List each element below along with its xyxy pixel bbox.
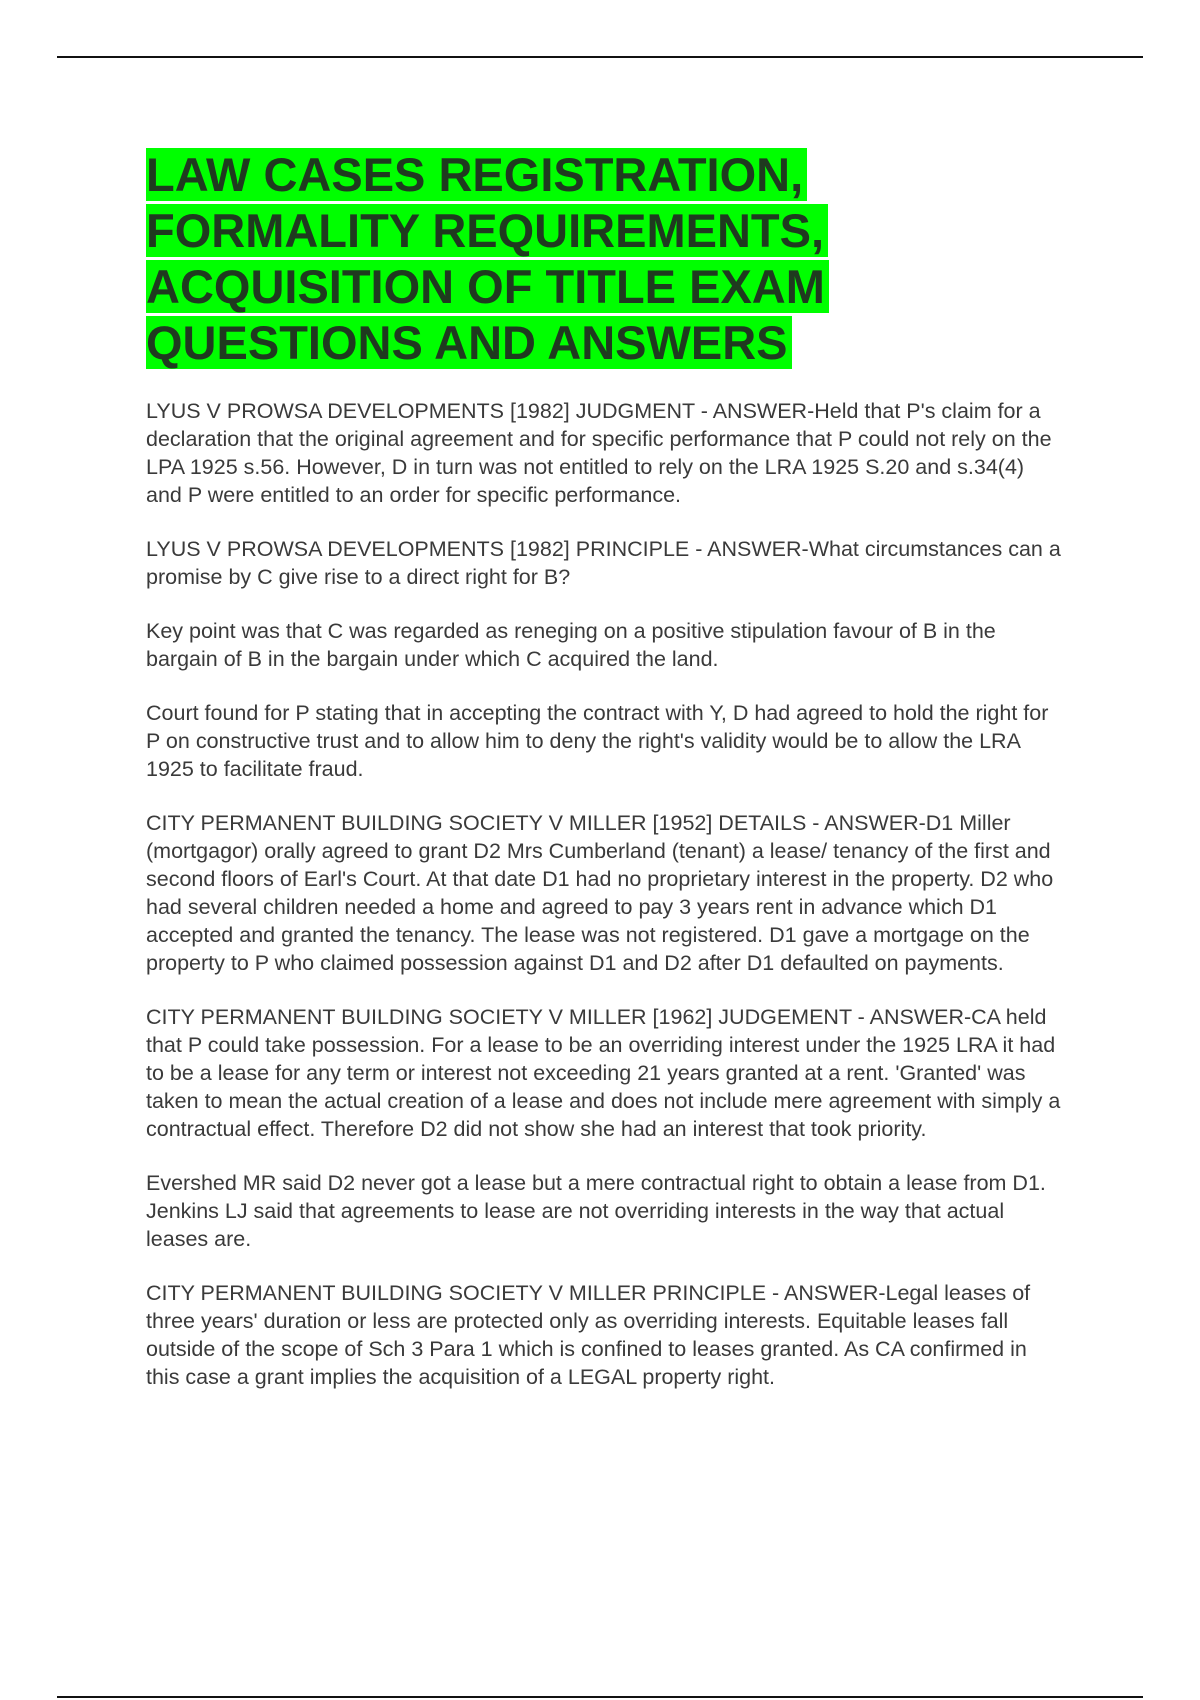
document-title (146, 147, 866, 371)
paragraph-city-principle: CITY PERMANENT BUILDING SOCIETY V MILLER PRINCIPLE - ANSWER-Legal leases of three years' duration or less are protected only as overriding interests. Equitable leases fall outside of the scope of Sch 3 Para 1 which is confined to leases granted. As CA confirmed in this case a grant implies the acquisition of a LEGAL property right. (146, 1281, 1037, 1389)
paragraph-city-details: CITY PERMANENT BUILDING SOCIETY V MILLER [1952] DETAILS - ANSWER-D1 Miller (mortgagor) orally agreed to grant D2 Mrs Cumberland (tenant) a lease/ tenancy of the first and second floors of Earl's Court. At that date D1 had no proprietary interest in the property. D2 who had several children needed a home and agreed to pay 3 years rent in advance which D1 accepted and granted the tenancy. The lease was not registered. D1 gave a mortgage on the property to P who claimed possession against D1 and D2 after D1 defaulted on payments. (146, 811, 1060, 975)
paragraph-city-evershed: Evershed MR said D2 never got a lease but a mere contractual right to obtain a lease from D1. Jenkins LJ said that agreements to lease are not overriding interests in the way that actual leases are. (146, 1171, 1052, 1251)
paragraph-lyus-key-point: Key point was that C was regarded as reneging on a positive stipulation favour of B in the bargain of B in the bargain under which C acquired the land. (146, 619, 1002, 671)
document-body (146, 147, 1067, 1417)
paragraph-lyus-court-found: Court found for P stating that in accepting the contract with Y, D had agreed to hold the right for P on constructive trust and to allow him to deny the right's validity would be to allow the LRA 1925 to facilitate fraud. (146, 701, 1055, 781)
bottom-rule (57, 1696, 1143, 1698)
document-title-text: LAW CASES REGISTRATION, FORMALITY REQUIREMENTS, ACQUISITION OF TITLE EXAM QUESTIONS AND ANSWERS (146, 148, 829, 369)
top-rule (57, 56, 1143, 58)
paragraph-lyus-judgment: LYUS V PROWSA DEVELOPMENTS [1982] JUDGMENT - ANSWER-Held that P's claim for a declaration that the original agreement and for specific performance that P could not rely on the LPA 1925 s.56. However, D in turn was not entitled to rely on the LRA 1925 S.20 and s.34(4) and P were entitled to an order for specific performance. (146, 399, 1058, 507)
paragraph-city-judgement: CITY PERMANENT BUILDING SOCIETY V MILLER [1962] JUDGEMENT - ANSWER-CA held that P could take possession. For a lease to be an overriding interest under the 1925 LRA it had to be a lease for any term or interest not exceeding 21 years granted at a rent. 'Granted' was taken to mean the actual creation of a lease and does not include mere agreement with simply a contractual effect. Therefore D2 did not show she had an interest that took priority. (146, 1005, 1067, 1141)
paragraph-lyus-principle: LYUS V PROWSA DEVELOPMENTS [1982] PRINCIPLE - ANSWER-What circumstances can a promise by C give rise to a direct right for B? (146, 537, 1067, 589)
